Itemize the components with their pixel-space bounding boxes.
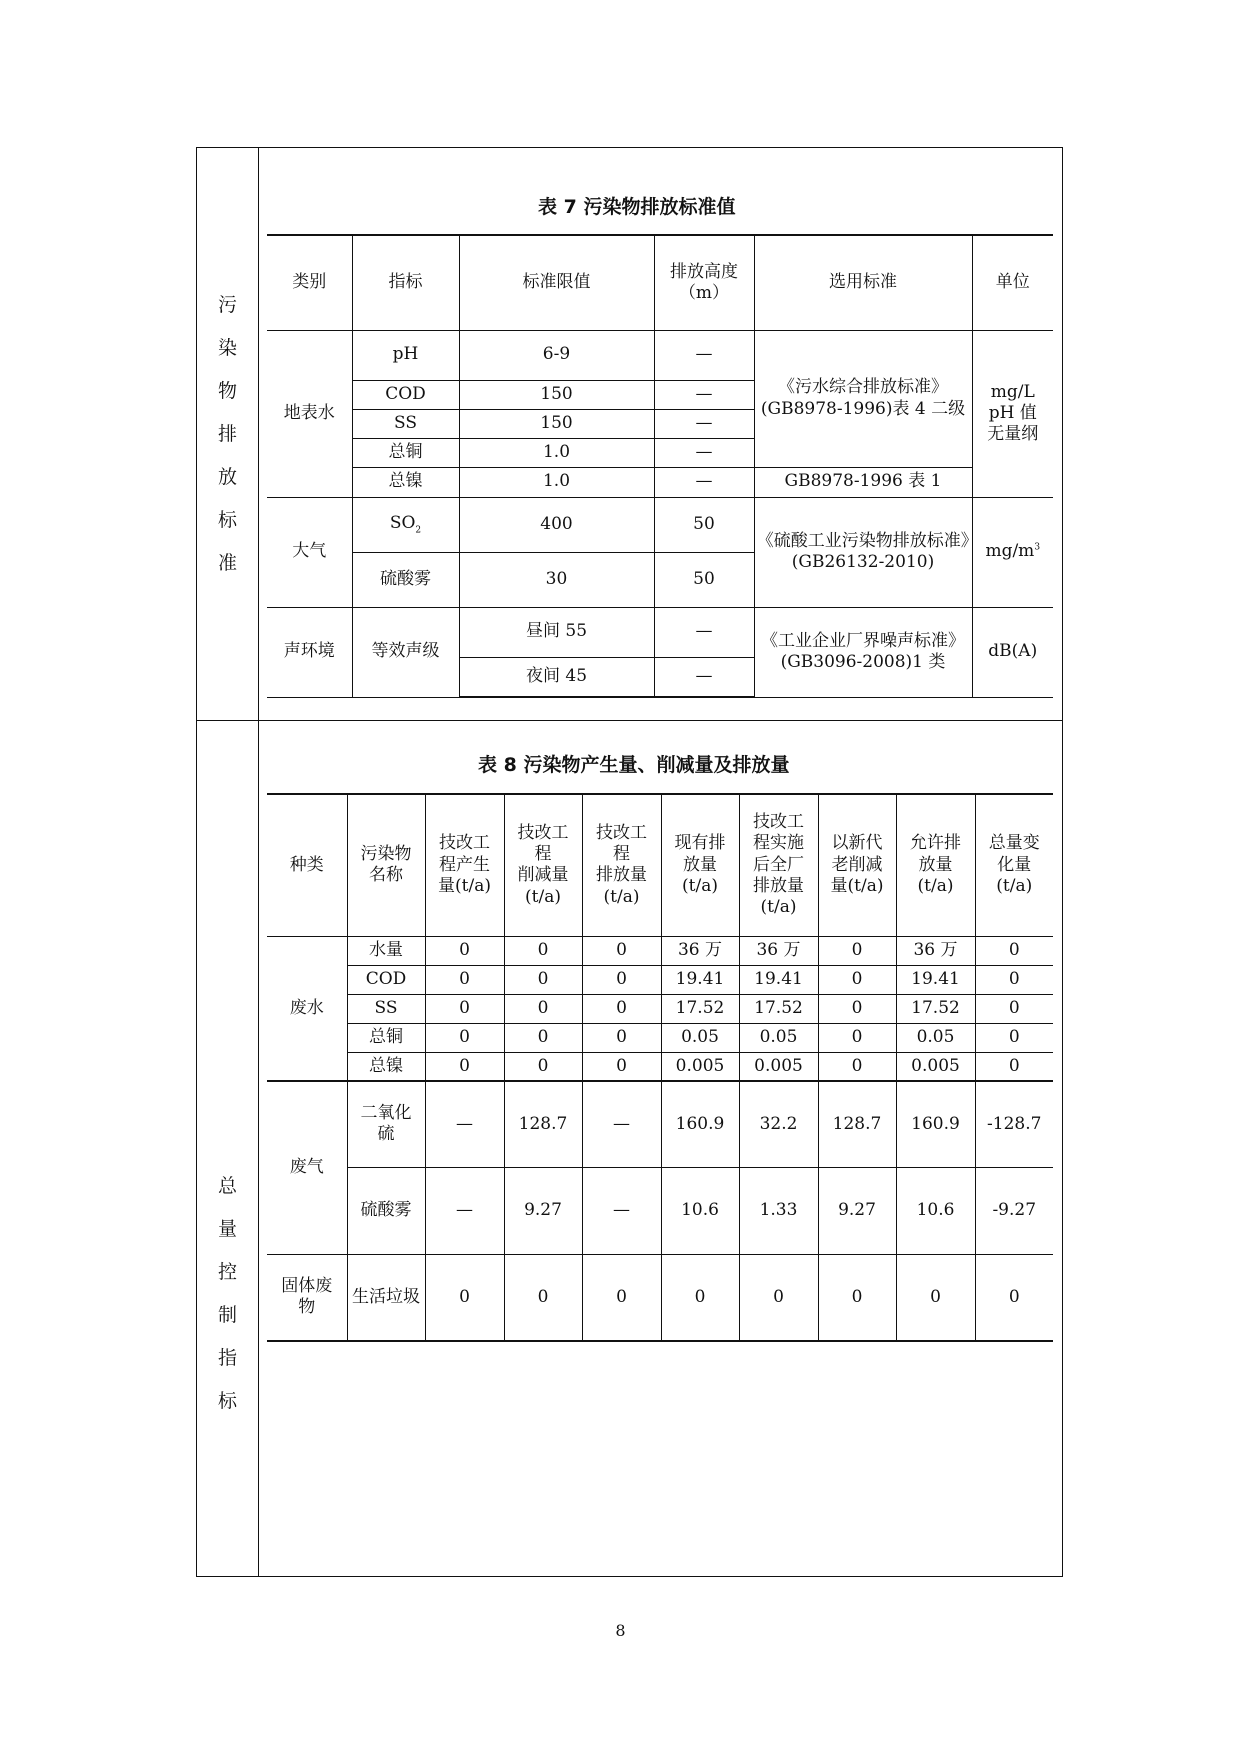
- category-noise: 声环境: [267, 607, 352, 697]
- height-cell: —: [654, 409, 754, 438]
- header-unit: 单位: [972, 235, 1053, 330]
- header-category: 类别: [267, 235, 352, 330]
- table-cell: 0: [975, 965, 1053, 994]
- table-cell: 0: [582, 936, 661, 965]
- table7-header-row: [267, 235, 1053, 330]
- table8-row: [267, 936, 1053, 965]
- table-cell: 17.52: [896, 994, 975, 1023]
- category-air: 大气: [267, 497, 352, 607]
- header-cell: 污染物 名称: [347, 794, 425, 936]
- height-cell: —: [654, 438, 754, 467]
- table8-row: [267, 1167, 1053, 1254]
- table-cell: -128.7: [975, 1081, 1053, 1167]
- header-standard: 选用标准: [754, 235, 972, 330]
- table-cell: 0: [504, 1023, 582, 1052]
- table-cell: 0: [504, 994, 582, 1023]
- table7-row: [267, 467, 1053, 497]
- table7-title: 表 7 污染物排放标准值: [538, 196, 736, 218]
- table-cell: 0: [975, 1052, 1053, 1081]
- standard-cell: 《硫酸工业污染物排放标准》(GB26132-2010): [754, 497, 972, 607]
- table8-row: [267, 994, 1053, 1023]
- category-waste-gas: 废气: [267, 1081, 347, 1254]
- table7: [267, 234, 1053, 698]
- table-cell: 0: [582, 1254, 661, 1341]
- table-cell: 0.05: [661, 1023, 739, 1052]
- table-cell: 0: [818, 936, 896, 965]
- table-cell: 0: [582, 1052, 661, 1081]
- table-cell: 二氧化 硫: [347, 1081, 425, 1167]
- table-cell: 0: [504, 936, 582, 965]
- height-cell: —: [654, 657, 754, 697]
- table-cell: 0.005: [896, 1052, 975, 1081]
- table-cell: 硫酸雾: [347, 1167, 425, 1254]
- unit-cell: dB(A): [972, 607, 1053, 697]
- table-cell: 总镍: [347, 1052, 425, 1081]
- limit-cell: 400: [459, 497, 654, 552]
- table-cell: 0: [818, 994, 896, 1023]
- table8: [267, 793, 1053, 1342]
- table-cell: 0: [818, 1023, 896, 1052]
- indicator-cell: 总镍: [352, 467, 459, 497]
- table8-row: [267, 965, 1053, 994]
- limit-cell: 夜间 45: [459, 657, 654, 697]
- height-cell: —: [654, 380, 754, 409]
- table-cell: 0.005: [661, 1052, 739, 1081]
- table-cell: 0: [425, 994, 504, 1023]
- table-cell: COD: [347, 965, 425, 994]
- limit-cell: 30: [459, 552, 654, 607]
- header-cell: 技改工 程产生 量(t/a): [425, 794, 504, 936]
- unit-cell: $mg/m^3$: [972, 497, 1053, 607]
- table-cell: 0: [425, 936, 504, 965]
- standard-cell: 《工业企业厂界噪声标准》(GB3096-2008)1 类: [754, 607, 972, 697]
- height-cell: 50: [654, 552, 754, 607]
- side-label-standards: 污 染 物 排 放 标 准: [217, 294, 237, 574]
- table-cell: 0: [425, 1023, 504, 1052]
- table-cell: SS: [347, 994, 425, 1023]
- table8-row: [267, 1023, 1053, 1052]
- table-cell: 160.9: [896, 1081, 975, 1167]
- table-cell: —: [582, 1081, 661, 1167]
- table-cell: 水量: [347, 936, 425, 965]
- table-cell: —: [425, 1081, 504, 1167]
- table-cell: 0.05: [739, 1023, 818, 1052]
- table-cell: 0: [818, 1052, 896, 1081]
- height-cell: —: [654, 607, 754, 657]
- label-column-divider: [258, 148, 259, 1576]
- header-cell: 种类: [267, 794, 347, 936]
- limit-cell: 150: [459, 380, 654, 409]
- table-cell: 19.41: [896, 965, 975, 994]
- table-cell: -9.27: [975, 1167, 1053, 1254]
- category-solid-waste: 固体废 物: [267, 1254, 347, 1341]
- table-cell: 0.005: [739, 1052, 818, 1081]
- table-cell: 9.27: [504, 1167, 582, 1254]
- header-cell: 技改工 程 排放量 (t/a): [582, 794, 661, 936]
- header-cell: 现有排 放量 (t/a): [661, 794, 739, 936]
- table-cell: 0: [975, 936, 1053, 965]
- table-cell: 17.52: [661, 994, 739, 1023]
- table-cell: 0: [975, 994, 1053, 1023]
- table-cell: 0: [818, 1254, 896, 1341]
- limit-cell: 1.0: [459, 467, 654, 497]
- header-cell: 允许排 放量 (t/a): [896, 794, 975, 936]
- table-cell: 0: [739, 1254, 818, 1341]
- table-cell: 17.52: [739, 994, 818, 1023]
- standard-cell-nickel: GB8978-1996 表 1: [754, 467, 972, 497]
- section-divider: [197, 720, 1062, 721]
- height-cell: —: [654, 467, 754, 497]
- table-cell: 0: [425, 965, 504, 994]
- table-cell: 10.6: [661, 1167, 739, 1254]
- indicator-cell: SS: [352, 409, 459, 438]
- header-height: 排放高度 （m）: [654, 235, 754, 330]
- table-cell: —: [582, 1167, 661, 1254]
- table-cell: 36 万: [739, 936, 818, 965]
- side-label-total-control: 总 量 控 制 指 标: [217, 1175, 237, 1412]
- table-cell: 0: [582, 1023, 661, 1052]
- header-limit: 标准限值: [459, 235, 654, 330]
- limit-cell: 1.0: [459, 438, 654, 467]
- table-cell: 160.9: [661, 1081, 739, 1167]
- unit-cell: mg/L pH 值 无量纲: [972, 330, 1053, 497]
- table-cell: 1.33: [739, 1167, 818, 1254]
- header-cell: 技改工 程 削减量 (t/a): [504, 794, 582, 936]
- table-cell: 128.7: [818, 1081, 896, 1167]
- table-cell: 10.6: [896, 1167, 975, 1254]
- table8-row: [267, 1052, 1053, 1081]
- table-cell: 0: [975, 1254, 1053, 1341]
- indicator-cell: COD: [352, 380, 459, 409]
- table7-row: [267, 607, 1053, 657]
- category-wastewater: 废水: [267, 936, 347, 1081]
- header-indicator: 指标: [352, 235, 459, 330]
- header-cell: 技改工 程实施 后全厂 排放量 (t/a): [739, 794, 818, 936]
- table-cell: 9.27: [818, 1167, 896, 1254]
- table-cell: 0: [582, 965, 661, 994]
- table-cell: 0: [425, 1052, 504, 1081]
- standard-cell: 《污水综合排放标准》(GB8978-1996)表 4 二级: [754, 330, 972, 467]
- table-cell: 生活垃圾: [347, 1254, 425, 1341]
- table-cell: 0: [818, 965, 896, 994]
- table-cell: 19.41: [739, 965, 818, 994]
- table-cell: 19.41: [661, 965, 739, 994]
- limit-cell: 6-9: [459, 330, 654, 380]
- indicator-cell: 总铜: [352, 438, 459, 467]
- table7-row: [267, 330, 1053, 380]
- height-cell: 50: [654, 497, 754, 552]
- limit-cell: 150: [459, 409, 654, 438]
- table-cell: 36 万: [896, 936, 975, 965]
- table-cell: 0: [661, 1254, 739, 1341]
- table8-header-row: [267, 794, 1053, 936]
- page-number: 8: [615, 1621, 626, 1640]
- table-cell: 0: [896, 1254, 975, 1341]
- table-cell: 128.7: [504, 1081, 582, 1167]
- table-cell: 0: [582, 994, 661, 1023]
- table8-row: [267, 1254, 1053, 1341]
- table-cell: 0: [425, 1254, 504, 1341]
- table-cell: 32.2: [739, 1081, 818, 1167]
- table-cell: 0.05: [896, 1023, 975, 1052]
- header-cell: 以新代 老削减 量(t/a): [818, 794, 896, 936]
- indicator-cell: 硫酸雾: [352, 552, 459, 607]
- table7-row: [267, 497, 1053, 552]
- table-cell: —: [425, 1167, 504, 1254]
- indicator-cell: 等效声级: [352, 607, 459, 697]
- indicator-cell: pH: [352, 330, 459, 380]
- table-cell: 总铜: [347, 1023, 425, 1052]
- category-surface-water: 地表水: [267, 330, 352, 497]
- table-cell: 0: [504, 1052, 582, 1081]
- height-cell: —: [654, 330, 754, 380]
- limit-cell: 昼间 55: [459, 607, 654, 657]
- table-cell: 0: [975, 1023, 1053, 1052]
- table8-row: [267, 1081, 1053, 1167]
- header-cell: 总量变 化量 (t/a): [975, 794, 1053, 936]
- table-cell: 0: [504, 1254, 582, 1341]
- table8-title: 表 8 污染物产生量、削减量及排放量: [478, 754, 790, 776]
- indicator-cell-so2: $SO_2$: [352, 497, 459, 552]
- table-cell: 36 万: [661, 936, 739, 965]
- table-cell: 0: [504, 965, 582, 994]
